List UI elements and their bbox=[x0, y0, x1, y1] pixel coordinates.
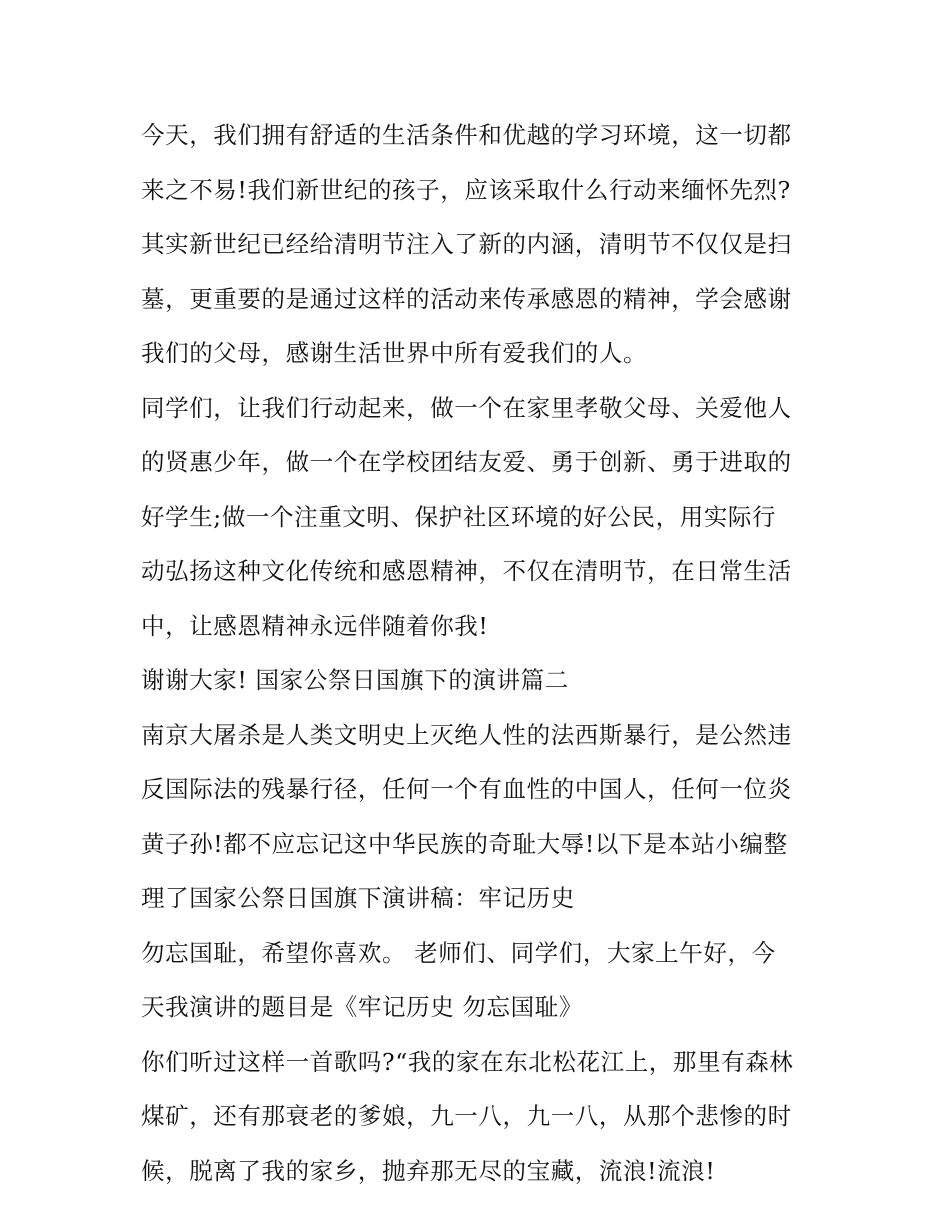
text-line: 好学生;做一个注重文明、保护社区环境的好公民，用实际行 bbox=[141, 502, 777, 531]
text-line: 今天，我们拥有舒适的生活条件和优越的学习环境，这一切都 bbox=[141, 121, 792, 149]
text-line: 南京大屠杀是人类文明史上灭绝人性的法西斯暴行，是公然违 bbox=[141, 720, 792, 749]
text-line: 理了国家公祭日国旗下演讲稿：牢记历史 bbox=[141, 884, 575, 912]
text-line: 的贤惠少年，做一个在学校团结友爱、勇于创新、勇于进取的 bbox=[141, 448, 792, 476]
text-line: 天我演讲的题目是《牢记历史 勿忘国耻》 bbox=[141, 993, 583, 1021]
text-line: 反国际法的残暴行径，任何一个有血性的中国人，任何一位炎 bbox=[141, 775, 792, 803]
text-line: 你们听过这样一首歌吗?“我的家在东北松花江上，那里有森林 bbox=[141, 1047, 794, 1076]
text-line: 勿忘国耻，希望你喜欢。 老师们、同学们，大家上午好，今 bbox=[141, 938, 776, 967]
text-line: 煤矿，还有那衰老的爹娘，九一八，九一八，从那个悲惨的时 bbox=[141, 1102, 792, 1130]
body-text bbox=[141, 108, 821, 1198]
text-line: 其实新世纪已经给清明节注入了新的内涵，清明节不仅仅是扫 bbox=[141, 230, 792, 258]
text-line: 黄子孙!都不应忘记这中华民族的奇耻大辱!以下是本站小编整 bbox=[141, 829, 788, 858]
text-line: 候，脱离了我的家乡，抛弃那无尽的宝藏，流浪!流浪! bbox=[141, 1156, 716, 1185]
text-line: 墓，更重要的是通过这样的活动来传承感恩的精神，学会感谢 bbox=[141, 284, 792, 313]
text-line: 中，让感恩精神永远伴随着你我! bbox=[141, 611, 489, 640]
text-line: 同学们，让我们行动起来，做一个在家里孝敬父母、关爱他人 bbox=[141, 393, 792, 422]
section-heading: 谢谢大家! 国家公祭日国旗下的演讲篇二 bbox=[141, 666, 569, 694]
text-line: 动弘扬这种文化传统和感恩精神，不仅在清明节，在日常生活 bbox=[141, 557, 792, 585]
text-line: 我们的父母，感谢生活世界中所有爱我们的人。 bbox=[141, 339, 648, 367]
text-line: 来之不易!我们新世纪的孩子，应该采取什么行动来缅怀先烈? bbox=[141, 175, 791, 204]
